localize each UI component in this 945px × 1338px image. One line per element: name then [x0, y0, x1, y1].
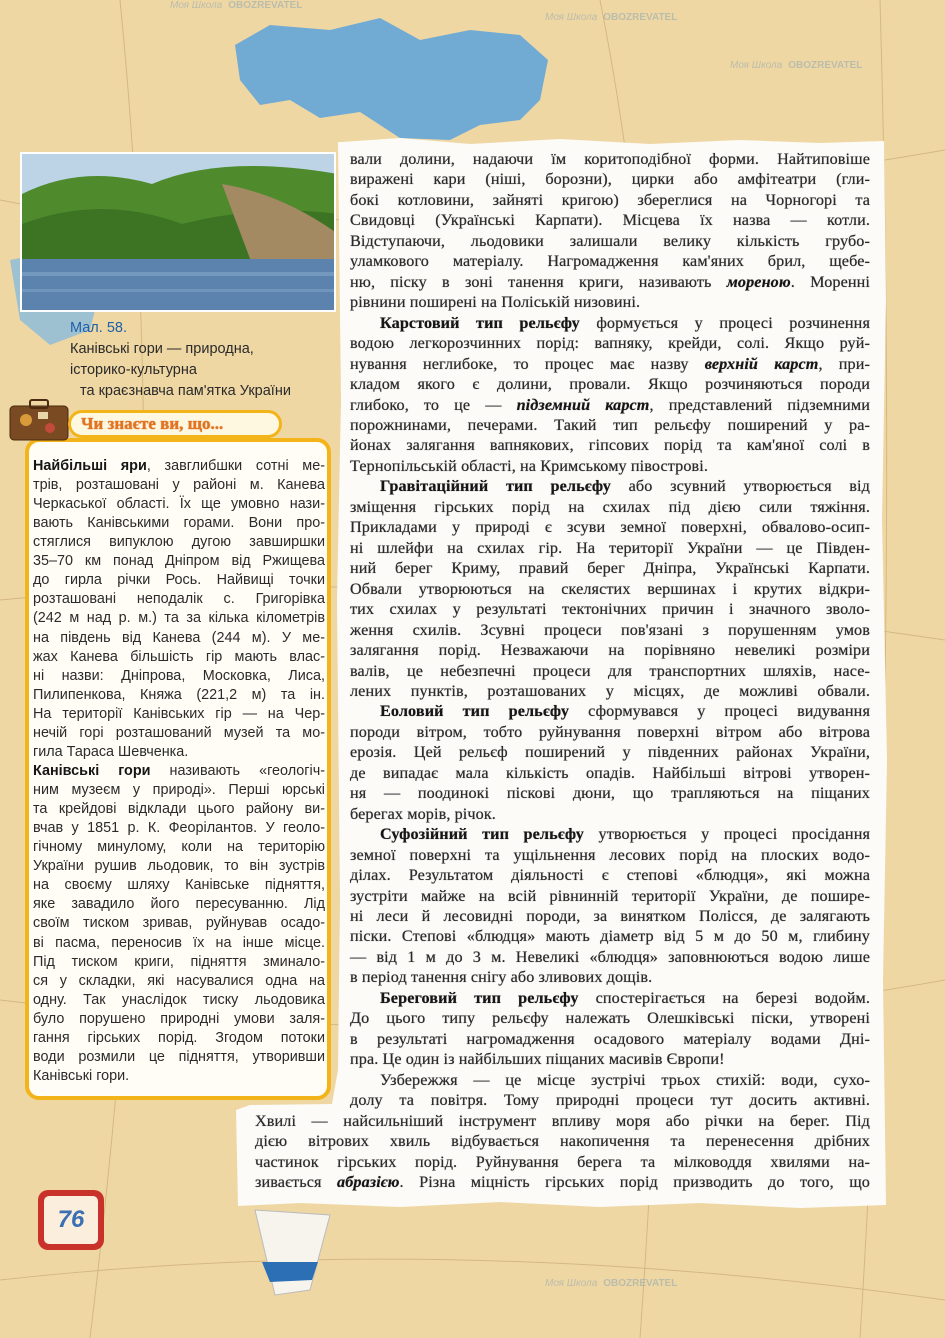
text-segment: ні шлейфи на схилах гір. На території України — це Півден- — [350, 538, 870, 557]
text-segment: лених пунктів, розташованих у місцях, де можливі обвали. — [350, 681, 870, 700]
text-segment: глибоко, то це — — [350, 395, 517, 414]
text-line — [350, 191, 870, 210]
watermark — [730, 60, 862, 71]
text-segment: стяглися випуклою дугою завширшки — [33, 534, 325, 551]
text-segment: До цього типу рельєфу належать Олешківські піски, утворені — [350, 1009, 870, 1028]
text-segment: утворюється у процесі просідання — [583, 825, 870, 844]
text-segment: валів, це небезпечні процеси для транспортних шляхів, насе- — [350, 661, 870, 680]
text-line — [350, 1091, 870, 1110]
text-segment: гила Тараса Шевченка. — [33, 743, 189, 760]
text-segment: йонах залягання вапнякових, гіпсових порід та кам'яної солі в — [350, 436, 870, 455]
emphasized-term: Суфозійний тип рельєфу — [380, 825, 584, 844]
text-segment: своїм тиском зривав, руйнував осадо- — [33, 915, 325, 932]
text-segment: на південь від Канева (244 м). У ме- — [33, 629, 325, 646]
text-line — [350, 764, 870, 783]
text-line — [350, 682, 870, 701]
text-line — [33, 477, 325, 493]
text-line — [33, 801, 325, 817]
page-number: 76 — [44, 1196, 98, 1244]
text-segment: до гирла річки Рось. Найвищі точки — [33, 572, 325, 589]
text-line — [350, 498, 870, 517]
text-segment: ний берег Криму, правий берег Дніпра, Українські Карпати. — [350, 559, 870, 578]
text-line — [350, 170, 870, 189]
text-segment: рівнини поширені на Поліській низовині. — [350, 293, 641, 312]
text-line — [350, 846, 870, 865]
text-segment: кладом якого є долини, провали. Якщо розчиняються породи — [350, 375, 870, 394]
suitcase-icon — [8, 398, 70, 442]
figure-caption — [70, 318, 291, 402]
caption-line: історико-культурна — [70, 362, 197, 378]
text-segment: піски. Степові «блюдця» мають діаметр від 5 м до 50 м, глибину — [350, 927, 870, 946]
text-line — [350, 518, 870, 537]
watermark — [545, 1278, 677, 1289]
text-line — [350, 396, 870, 415]
emphasized-term: підземний карст — [516, 395, 650, 414]
text-line — [350, 927, 870, 946]
text-segment: зміщення гірських порід на схилах під дією сили тяжіння. — [350, 497, 870, 516]
text-segment: долу та повітря. Тому природні процеси тут досить активні. — [350, 1091, 870, 1110]
text-line — [380, 477, 870, 496]
watermark-brand: OBOZREVATEL — [603, 1278, 678, 1289]
text-line — [350, 457, 870, 476]
text-segment: ню, піску в зоні танення криги, називають — [350, 272, 727, 291]
text-segment: називають «геологіч- — [150, 762, 325, 779]
text-line — [350, 559, 870, 578]
text-line — [33, 973, 325, 989]
text-line — [350, 641, 870, 660]
text-segment: гічному минулому, коли на територію — [33, 839, 325, 856]
text-line — [350, 784, 870, 803]
text-line — [350, 662, 870, 681]
text-segment: нування неглибоке, то процес має назву — [350, 354, 705, 373]
text-line — [33, 1030, 325, 1046]
text-segment: вають Канівськими горами. Вони про- — [33, 515, 325, 532]
text-segment: — від 1 м до 3 м. Невеликі «блюдця» заповнюються водою лише — [350, 947, 870, 966]
text-segment: тих схилах у результаті тектонічних причин і значного зволо- — [350, 600, 870, 619]
text-line — [350, 375, 870, 394]
text-line — [33, 610, 325, 626]
text-segment: ерозія. Цей рельєф поширений у південних районах України, — [350, 743, 870, 762]
text-segment: Черкаської області. Їх ще умовно нази- — [33, 496, 325, 513]
text-segment: зивається — [255, 1173, 338, 1191]
text-line — [350, 416, 870, 435]
emphasized-term: Еоловий тип рельєфу — [380, 702, 570, 721]
text-line — [350, 211, 870, 230]
text-segment: нечій горі розташований музей та мо- — [33, 724, 325, 741]
text-line — [350, 293, 870, 312]
text-segment: Обвали утворюються на скелястих вершинах і крутих відкри- — [350, 579, 870, 598]
text-line — [380, 702, 870, 721]
text-segment: було порушено природні умови заля- — [33, 1010, 325, 1027]
text-segment: ним музеєм у природі». Перші юрські — [33, 782, 325, 799]
text-line — [350, 723, 870, 742]
text-segment: породи вітром, тобто руйнування поверхні вітром або вітрова — [350, 722, 870, 741]
text-segment: На території Канівських гір — на Чер- — [33, 705, 325, 722]
watermark-brand: OBOZREVATEL — [788, 60, 863, 71]
text-segment: в період танення снігу або зливових дощів. — [350, 968, 653, 987]
text-line — [255, 1132, 870, 1151]
text-segment: трів, розташовані у районі м. Канева — [33, 477, 325, 494]
watermark — [545, 12, 677, 23]
text-segment: Хвилі — найсильніший інструмент впливу моря або річки на берег. Під — [255, 1111, 870, 1130]
text-line — [350, 334, 870, 353]
text-line — [33, 572, 325, 588]
text-line — [350, 150, 870, 169]
text-line — [350, 539, 870, 558]
caption-line: та краєзнавча пам'ятка України — [80, 383, 291, 399]
text-segment: Прикладами у природі є зсуви земної поверхні, обвалово-осип- — [350, 518, 870, 537]
text-line — [33, 649, 325, 665]
text-segment: або зсувний утворюється від — [610, 477, 870, 496]
text-line — [350, 1009, 870, 1028]
text-line — [350, 1050, 870, 1069]
emphasized-term: абразією — [337, 1173, 400, 1191]
text-line — [33, 744, 325, 760]
text-segment: ся у складки, які насувалися одна на — [33, 972, 325, 989]
text-segment: дією вітрових хвиль відбувається накопичення та перенесення дрібних — [255, 1132, 870, 1151]
text-line — [33, 687, 325, 703]
text-line — [350, 948, 870, 967]
boat-illustration — [255, 1210, 330, 1295]
text-line — [33, 763, 325, 779]
text-line — [33, 1011, 325, 1027]
text-segment: ні назви: Дніпрова, Московка, Лиса, — [33, 667, 325, 684]
emphasized-term: Найбільші яри — [33, 458, 147, 474]
emphasized-term: Канівські гори — [33, 762, 151, 779]
text-segment: Відступаючи, льодовики залишали велику кількість грубо- — [350, 231, 870, 250]
watermark — [170, 0, 302, 11]
text-segment: розташовані неподалік с. Григорівка — [33, 591, 325, 608]
kaniv-hills-photo — [20, 152, 336, 312]
text-segment: ня — поодинокі піскові дюни, що трапляються на піщаних — [350, 784, 870, 803]
text-segment: Свидовці (Українські Карпати). Місцева їх назва — котли. — [350, 211, 870, 230]
text-line — [380, 314, 870, 333]
text-segment: ження схилів. Зсувні процеси пов'язані з порушенням умов — [350, 620, 870, 639]
emphasized-term: мореною — [726, 272, 791, 291]
text-segment: ділах. Результатом діяльності є степові «блюдця», які можна — [350, 866, 870, 885]
text-line — [33, 915, 325, 931]
emphasized-term: Гравітаційний тип рельєфу — [380, 477, 611, 496]
text-segment: води розмили це підняття, утворивши — [33, 1048, 325, 1065]
text-segment: . Різна міцність гірських порід призводить до того, що — [399, 1173, 870, 1191]
text-segment: водою легкорозчинних порід: вапняку, крейди, солі. Якщо руй- — [350, 334, 870, 353]
watermark-school: Моя Школа — [545, 1278, 598, 1289]
text-segment: порожнинами, печерами. Такий тип рельєфу поширений у ра- — [350, 415, 870, 434]
ukraine-map-shape — [235, 18, 548, 140]
text-segment: земної поверхні та ущільнення лесових порід на плоских водо- — [350, 845, 870, 864]
text-line — [33, 496, 325, 512]
watermark-school: Моя Школа — [730, 60, 783, 71]
text-line — [255, 1173, 870, 1192]
text-line — [33, 458, 325, 474]
text-line — [255, 1112, 870, 1131]
text-line — [350, 355, 870, 374]
text-segment: виражені кари (ніші, борозни), цирки або амфітеатри (гли- — [350, 170, 870, 189]
text-segment: формується у процесі розчинення — [579, 313, 870, 332]
text-segment: Під тиском криги, підняття зминало- — [33, 953, 325, 970]
text-line — [33, 591, 325, 607]
text-line — [33, 534, 325, 550]
text-segment: 35–70 км понад Дніпром від Ржищева — [33, 553, 325, 570]
text-line — [33, 877, 325, 893]
text-line — [350, 436, 870, 455]
watermark-school: Моя Школа — [170, 0, 223, 11]
text-line — [380, 989, 870, 1008]
text-line — [33, 820, 325, 836]
text-segment: Канівські гори. — [33, 1067, 130, 1084]
text-line — [350, 907, 870, 926]
text-line — [33, 515, 325, 531]
emphasized-term: верхній карст — [704, 354, 819, 373]
text-line — [350, 621, 870, 640]
did-you-know-title: Чи знаєте ви, що... — [68, 410, 282, 438]
text-segment: України рушив льодовик, то він зустрів — [33, 858, 325, 875]
text-segment: зустріти майже на всій рівнинній території України, де пошире- — [350, 886, 870, 905]
text-line — [33, 896, 325, 912]
text-line — [33, 706, 325, 722]
text-segment: та крейдові відклади цього району ви- — [33, 801, 325, 818]
text-line — [350, 273, 870, 292]
text-line — [350, 805, 870, 824]
text-segment: . Моренні — [790, 272, 870, 291]
text-segment: залягання порід. Незважаючи на порівняно невеликі розміри — [350, 641, 870, 660]
caption-line: Канівські гори — природна, — [70, 341, 254, 357]
text-segment: пра. Це один із найбільших піщаних масивів Європи! — [350, 1050, 725, 1069]
text-segment: частинок гірських порід. Руйнування берега та мілководдя хвилями на- — [255, 1152, 870, 1171]
page-number-badge — [38, 1190, 104, 1250]
text-line — [33, 668, 325, 684]
text-segment: Пилипенкова, Княжа (221,2 м) та ін. — [33, 686, 325, 703]
text-line — [33, 992, 325, 1008]
text-line — [350, 743, 870, 762]
text-line — [255, 1153, 870, 1172]
text-line — [350, 580, 870, 599]
text-line — [33, 1068, 325, 1084]
text-segment: на своєму шляху Канівське підняття, — [33, 877, 325, 894]
text-line — [33, 858, 325, 874]
text-segment: Тернопільській області, на Кримському півострові. — [350, 456, 708, 475]
text-segment: жах Канева більшість гір мають влас- — [33, 648, 325, 665]
text-segment: в результаті нагромадження осадового матеріалу водами Дні- — [350, 1029, 870, 1048]
watermark-school: Моя Школа — [545, 12, 598, 23]
text-segment: , завглибшки сотні ме- — [146, 458, 325, 474]
text-segment: , при- — [818, 354, 870, 373]
text-segment: одну. Так унаслідок тиску льодовика — [33, 991, 325, 1008]
text-line — [350, 1030, 870, 1049]
text-line — [350, 252, 870, 271]
text-line — [350, 968, 870, 987]
text-line — [380, 1071, 870, 1090]
text-segment: ві пасма, переносив їх на інше місце. — [33, 934, 325, 951]
watermark-brand: OBOZREVATEL — [603, 12, 678, 23]
text-segment: яке завадило його пересуванню. Лід — [33, 896, 325, 913]
text-segment: уламкового матеріалу. Нагромадження кам'яних брил, щебе- — [350, 252, 870, 271]
text-segment: спостерігається на березі водойм. — [578, 988, 870, 1007]
watermark-brand: OBOZREVATEL — [228, 0, 303, 11]
text-line — [33, 553, 325, 569]
text-segment: бокі котловини, зайняті кригою) збереглися на Чорногорі та — [350, 190, 870, 209]
text-segment: , представлений підземними — [649, 395, 870, 414]
text-segment: (242 м над р. м.) та за кілька кілометрів — [33, 610, 325, 627]
text-line — [350, 600, 870, 619]
text-segment: вали долини, надаючи їм коритоподібної форми. Найтиповіше — [350, 150, 870, 168]
text-line — [33, 782, 325, 798]
figure-label: Мал. 58. — [70, 320, 127, 336]
text-segment: берегах морів, річок. — [350, 804, 496, 823]
emphasized-term: Береговий тип рельєфу — [380, 988, 579, 1007]
emphasized-term: Карстовий тип рельєфу — [380, 313, 580, 332]
text-line — [350, 866, 870, 885]
text-segment: вчав у 1851 р. К. Феорілантов. У геоло- — [33, 820, 325, 837]
text-line — [350, 887, 870, 906]
text-segment: гання гірських порід. Згодом потоки — [33, 1029, 325, 1046]
text-line — [33, 1049, 325, 1065]
text-segment: ні леси й лесовидні породи, за винятком Полісся, де залягають — [350, 907, 870, 926]
text-line — [350, 232, 870, 251]
text-line — [33, 630, 325, 646]
text-line — [33, 935, 325, 951]
text-line — [33, 725, 325, 741]
text-segment: Узбережжя — це місце зустрічі трьох стихій: води, сухо- — [380, 1070, 870, 1089]
text-line — [33, 839, 325, 855]
text-segment: де випадає мала кількість опадів. Найбільші вітрові утворен- — [350, 763, 870, 782]
text-line — [380, 825, 870, 844]
text-segment: сформувався у процесі видування — [569, 702, 870, 721]
text-line — [33, 954, 325, 970]
